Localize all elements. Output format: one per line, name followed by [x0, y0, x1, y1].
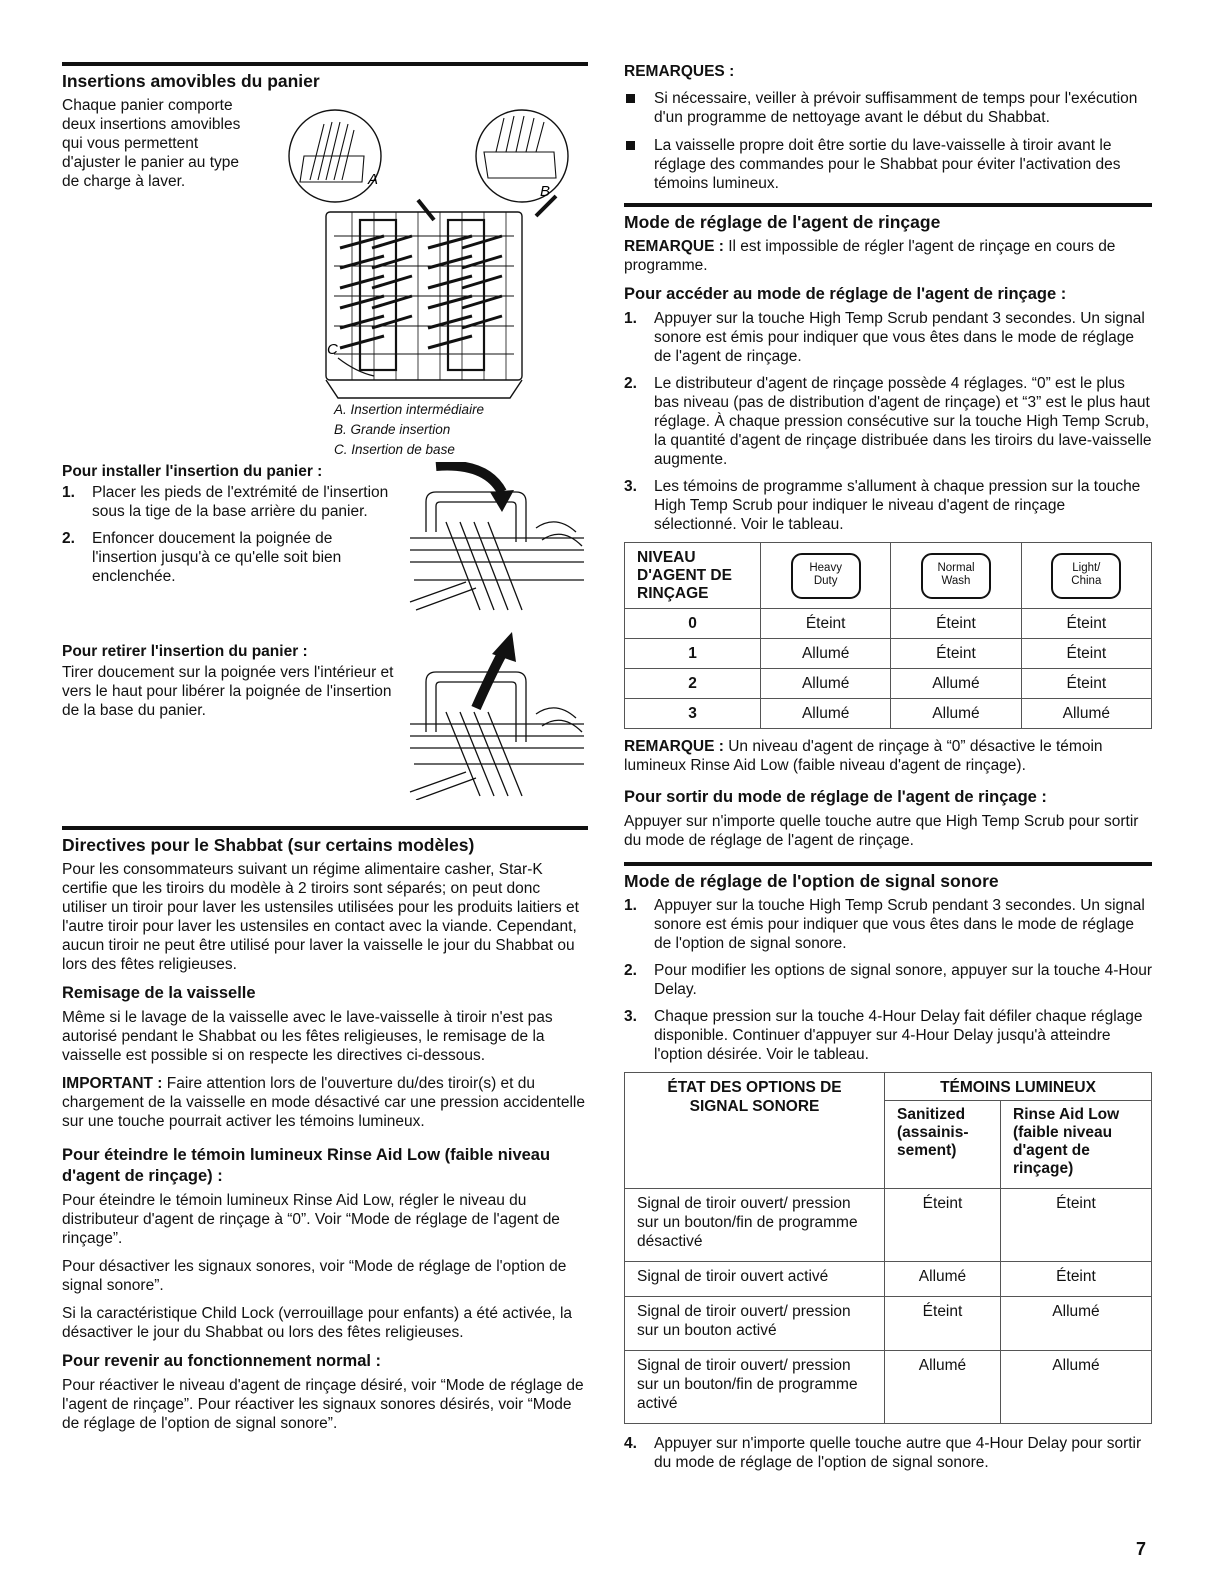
storage-text: Même si le lavage de la vaisselle avec le lave-vaisselle à tiroir n'est pas autorisé pendant le Shabbat ou les fêtes religieuses, le remisage de la vaisselle est possible si on respecte les directives ci-dessous.: [62, 1009, 553, 1064]
important-label: IMPORTANT :: [62, 1075, 163, 1092]
rinse-step: [624, 477, 1152, 534]
inserts-title: Insertions amovibles du panier: [62, 71, 320, 91]
remove-block: [62, 642, 588, 822]
state-cell: Allumé: [885, 1351, 1001, 1424]
state-cell: Éteint: [1001, 1262, 1152, 1297]
step-text: Appuyer sur n'importe quelle touche autre que 4-Hour Delay pour sortir du mode de réglage de l'option de signal sonore.: [654, 1435, 1142, 1471]
table-row: [625, 669, 1152, 699]
state-cell: Éteint: [1001, 1189, 1152, 1262]
caption-c: C. Insertion de base: [334, 442, 455, 457]
step-text: Placer les pieds de l'extrémité de l'insertion sous la tige de la base arrière du panier.: [92, 484, 389, 520]
table-row: [625, 639, 1152, 669]
step-number: 2.: [624, 375, 637, 392]
signal-title: Mode de réglage de l'option de signal sonore: [624, 871, 999, 891]
state-cell: Allumé: [1001, 1297, 1152, 1351]
storage-title: Remisage de la vaisselle: [62, 984, 256, 1002]
rinse-level-header: NIVEAU D'AGENT DE RINÇAGE: [625, 543, 761, 609]
sanitized-header: Sanitized (assainis- sement): [885, 1101, 1001, 1189]
signal-step: [624, 1007, 1152, 1064]
fig-label-a: A: [368, 171, 379, 188]
state-cell: Éteint: [885, 1297, 1001, 1351]
normal-title: Pour revenir au fonctionnement normal :: [62, 1352, 382, 1370]
remark-text: Si nécessaire, veiller à prévoir suffisamment de temps pour l'exécution d'un programme de nettoyage avant le début du Shabbat.: [654, 90, 1138, 126]
btn-line2: Duty: [813, 574, 838, 587]
right-column: [624, 62, 1152, 1480]
signal-state-header: ÉTAT DES OPTIONS DE SIGNAL SONORE: [625, 1073, 885, 1189]
indicators-header: TÉMOINS LUMINEUX: [885, 1073, 1152, 1101]
step-number: 1.: [62, 484, 75, 501]
btn-line1: Normal: [937, 561, 975, 574]
caption-b: B. Grande insertion: [334, 422, 451, 437]
step-text: Enfoncer doucement la poignée de l'insertion jusqu'à ce qu'elle soit bien enclenchée.: [92, 530, 342, 585]
remark-item: [624, 89, 1152, 127]
btn-line2: China: [1071, 574, 1102, 587]
step-number: 1.: [624, 897, 637, 914]
state-cell: Allumé: [761, 639, 891, 669]
state-cell: Allumé: [761, 699, 891, 729]
remarks-title: REMARQUES :: [624, 63, 735, 80]
signal-state-cell: Signal de tiroir ouvert/ pression sur un bouton/fin de programme désactivé: [625, 1189, 885, 1262]
signal-section: [624, 862, 1152, 1472]
table-row: [625, 1351, 1152, 1424]
state-cell: Éteint: [891, 609, 1021, 639]
level-cell: 1: [625, 639, 761, 669]
step-text: Appuyer sur la touche High Temp Scrub pendant 3 secondes. Un signal sonore est émis pour indiquer que vous êtes dans le mode de réglage de l'agent de rinçage.: [654, 310, 1145, 365]
step-number: 2.: [62, 530, 75, 547]
inserts-intro: Chaque panier comporte deux insertions amovibles qui vous permettent d'ajuster le panier au type de charge à laver.: [62, 97, 241, 190]
rinse-title: Mode de réglage de l'agent de rinçage: [624, 212, 941, 232]
state-cell: Allumé: [761, 669, 891, 699]
btn-line1: Light/: [1072, 561, 1101, 574]
install-steps: [62, 483, 392, 586]
inserts-section: [62, 62, 588, 822]
install-insert-illustration: [406, 462, 588, 612]
step-number: 2.: [624, 962, 637, 979]
remark-text: La vaisselle propre doit être sortie du lave-vaisselle à tiroir avant le réglage des commandes pour le Shabbat pour éviter l'activation des témoins lumineux.: [654, 137, 1121, 192]
signal-step: [624, 896, 1152, 953]
step-text: Chaque pression sur la touche 4-Hour Delay fait défiler chaque réglage disponible. Continuer d'appuyer sur 4-Hour Delay jusqu'à atteindre l'option désirée. Voir le tableau.: [654, 1008, 1143, 1063]
inserts-figure-area: [62, 96, 588, 462]
rinse-off-p1: Pour éteindre le témoin lumineux Rinse Aid Low, régler le niveau du distributeur d'agent de rinçage à “0”. Voir “Mode de réglage de l'agent de rinçage”.: [62, 1192, 560, 1247]
remark-item: [624, 136, 1152, 193]
state-cell: Allumé: [1021, 699, 1151, 729]
state-cell: Éteint: [761, 609, 891, 639]
shabbat-section: [62, 826, 588, 1433]
step-number: 1.: [624, 310, 637, 327]
rinse-exit-title: Pour sortir du mode de réglage de l'agent de rinçage :: [624, 788, 1047, 806]
btn-line1: Heavy: [809, 561, 842, 574]
state-cell: Éteint: [1021, 669, 1151, 699]
rinse-step: [624, 374, 1152, 469]
table-header-row: [625, 543, 1152, 609]
figure-captions: [334, 400, 484, 460]
state-cell: Allumé: [1001, 1351, 1152, 1424]
state-cell: Éteint: [1021, 609, 1151, 639]
signal-state-cell: Signal de tiroir ouvert/ pression sur un bouton activé: [625, 1297, 885, 1351]
remove-title: Pour retirer l'insertion du panier :: [62, 643, 308, 660]
table-row: [625, 609, 1152, 639]
table-row: [625, 1189, 1152, 1262]
btn-line2: Wash: [941, 574, 971, 587]
table-row: [625, 1262, 1152, 1297]
normal-wash-cell: [891, 543, 1021, 609]
light-china-cell: [1021, 543, 1151, 609]
step-number: 4.: [624, 1435, 637, 1452]
rinse-exit-text: Appuyer sur n'importe quelle touche autre que High Temp Scrub pour sortir du mode de réglage de l'agent de rinçage.: [624, 813, 1139, 849]
state-cell: Éteint: [891, 639, 1021, 669]
state-cell: Allumé: [891, 669, 1021, 699]
rinse-section: [624, 203, 1152, 850]
state-cell: Éteint: [885, 1189, 1001, 1262]
signal-final-step: [624, 1434, 1152, 1472]
remove-insert-illustration: [406, 632, 588, 800]
bullet-icon: [626, 94, 635, 103]
step-number: 3.: [624, 478, 637, 495]
remove-text: Tirer doucement sur la poignée vers l'intérieur et vers le haut pour libérer la poignée de l'insertion de la base du panier.: [62, 664, 394, 719]
caption-a: A. Insertion intermédiaire: [334, 402, 485, 417]
rinse-off-p3: Si la caractéristique Child Lock (verrouillage pour enfants) a été activée, la désactiver le jour du Shabbat ou lors des fêtes religieuses.: [62, 1305, 573, 1341]
signal-step: [624, 1434, 1152, 1472]
rinse-note: [624, 237, 1152, 275]
step-text: Pour modifier les options de signal sonore, appuyer sur la touche 4-Hour Delay.: [654, 962, 1152, 998]
step-text: Les témoins de programme s'allument à chaque pression sur la touche High Temp Scrub pour indiquer le niveau d'agent de rinçage sélectionné. Voir le tableau.: [654, 478, 1141, 533]
normal-text: Pour réactiver le niveau d'agent de rinçage désiré, voir “Mode de réglage de l'agent de rinçage”. Pour réactiver les signaux sonores désirés, voir “Mode de réglage de l'option de signal sonore”.: [62, 1377, 584, 1432]
step-text: Le distributeur d'agent de rinçage possède 4 réglages. “0” est le plus bas niveau (pas de distribution d'agent de rinçage) et “3” est le plus haut réglage. À chaque pression consécutive sur la touche High Temp Scrub, la quantité d'agent de rinçage distribuée dans les tiroirs du lave-vaisselle augmente.: [654, 375, 1152, 468]
shabbat-intro: Pour les consommateurs suivant un régime alimentaire casher, Star-K certifie que les tiroirs du modèle à 2 tiroirs sont séparés; on peut donc utiliser un tiroir pour laver les ustensiles utilisées pour les produits laitiers et l'autre tiroir pour laver les ustensiles en contact avec la viande. Cependant, aucun tiroir ne peut être utilisé pour laver la vaisselle le jour du Shabbat ou lors des fêtes religieuses.: [62, 861, 579, 973]
level-cell: 2: [625, 669, 761, 699]
rinse-off-title: Pour éteindre le témoin lumineux Rinse Aid Low (faible niveau d'agent de rinçage) :: [62, 1146, 551, 1185]
signal-step: [624, 961, 1152, 999]
rinse-access-title: Pour accéder au mode de réglage de l'agent de rinçage :: [624, 285, 1067, 303]
step-text: Appuyer sur la touche High Temp Scrub pendant 3 secondes. Un signal sonore est émis pour indiquer que vous êtes dans le mode de réglage de l'option de signal sonore.: [654, 897, 1145, 952]
step-number: 3.: [624, 1008, 637, 1025]
fig-label-c: C: [327, 341, 338, 358]
left-column: [62, 62, 588, 1442]
signal-state-cell: Signal de tiroir ouvert activé: [625, 1262, 885, 1297]
rinse-note2-label: REMARQUE :: [624, 738, 724, 755]
heavy-duty-cell: [761, 543, 891, 609]
page-number: 7: [1136, 1539, 1147, 1559]
basket-inserts-illustration: [252, 96, 588, 402]
remarks-list: [624, 89, 1152, 193]
rinse-aid-low-header: Rinse Aid Low (faible niveau d'agent de rinçage): [1001, 1101, 1152, 1189]
rinse-steps: [624, 309, 1152, 534]
table-row: [625, 699, 1152, 729]
fig-label-b: B: [540, 183, 551, 200]
rinse-off-p2: Pour désactiver les signaux sonores, voir “Mode de réglage de l'option de signal sonore”.: [62, 1258, 567, 1294]
install-block: [62, 462, 588, 642]
normal-wash-button-icon: [921, 553, 991, 599]
level-cell: 3: [625, 699, 761, 729]
heavy-duty-button-icon: [791, 553, 861, 599]
shabbat-title: Directives pour le Shabbat (sur certains modèles): [62, 835, 475, 855]
rinse-level-table: [624, 542, 1152, 729]
bullet-icon: [626, 141, 635, 150]
state-cell: Éteint: [1021, 639, 1151, 669]
signal-options-table: [624, 1072, 1152, 1424]
table-header-row: [625, 1073, 1152, 1101]
rinse-note-text: Il est impossible de régler l'agent de rinçage en cours de programme.: [624, 238, 1116, 274]
important-text: Faire attention lors de l'ouverture du/des tiroir(s) et du chargement de la vaisselle en mode désactivé car une pression accidentelle sur une touche pourrait activer les témoins lumineux.: [62, 1075, 585, 1130]
state-cell: Allumé: [891, 699, 1021, 729]
install-step: [62, 529, 392, 586]
rinse-note2-text: Un niveau d'agent de rinçage à “0” désactive le témoin lumineux Rinse Aid Low (faible niveau d'agent de rinçage).: [624, 738, 1103, 774]
install-step: [62, 483, 392, 521]
level-cell: 0: [625, 609, 761, 639]
signal-state-cell: Signal de tiroir ouvert/ pression sur un bouton/fin de programme activé: [625, 1351, 885, 1424]
table-row: [625, 1297, 1152, 1351]
light-china-button-icon: [1051, 553, 1121, 599]
state-cell: Allumé: [885, 1262, 1001, 1297]
rinse-step: [624, 309, 1152, 366]
important-note: [62, 1074, 588, 1131]
rinse-note-2: [624, 737, 1152, 775]
install-title: Pour installer l'insertion du panier :: [62, 463, 323, 480]
rinse-note-label: REMARQUE :: [624, 238, 724, 255]
signal-steps: [624, 896, 1152, 1064]
